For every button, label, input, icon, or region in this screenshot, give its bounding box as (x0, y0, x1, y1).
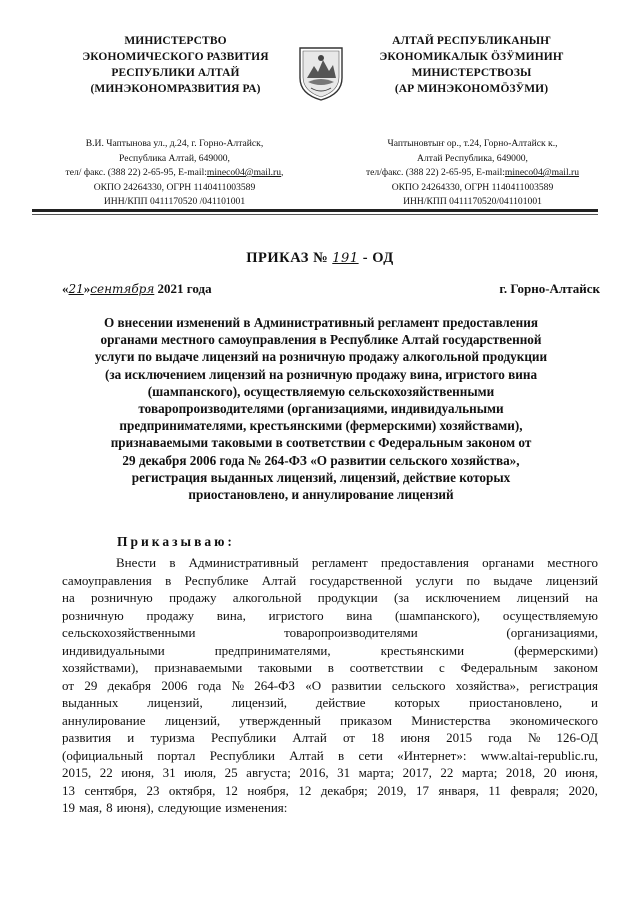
order-body (62, 554, 598, 817)
body-word: товаропроизводителями (284, 625, 418, 640)
body-word: 11 (488, 782, 501, 798)
body-word: лицензий, (147, 695, 203, 710)
body-word: февраля; (510, 782, 560, 798)
address-comma: , (281, 167, 284, 178)
address-line: Чаптыновтыҥ ор., т.24, Горно-Алтайск к., (387, 138, 558, 149)
body-word: 2015, (62, 765, 92, 780)
body-word: 2018, (505, 765, 536, 780)
body-word: лицензий (516, 590, 569, 605)
body-word: 29 (84, 677, 98, 693)
body-line (62, 799, 598, 817)
address-phone: тел/ факс. (388 22) 2-65-95, E-mail: (65, 167, 207, 178)
body-line (62, 642, 598, 660)
body-word: регистрация (529, 677, 598, 693)
body-line (62, 729, 598, 747)
body-word: марта; (358, 765, 395, 780)
email-link[interactable]: mineco04@mail.ru (504, 167, 580, 178)
body-word: июля, (184, 765, 217, 780)
address-line: ИНН/КПП 0411170520/041101001 (403, 196, 542, 207)
address-line: ИНН/КПП 0411170520 /041101001 (103, 196, 246, 207)
body-word: 126-ОД (556, 730, 598, 745)
body-word: января, (438, 782, 479, 798)
body-word: самоуправления (62, 572, 152, 588)
body-word: портал (157, 747, 196, 763)
body-word: вина, (216, 607, 246, 623)
body-word: развитии (331, 677, 382, 693)
body-word: осуществляемую (502, 607, 598, 623)
body-word: предпринимателями, (214, 642, 331, 658)
body-word: приказом (340, 712, 392, 728)
address-line: ОКПО 24264330, ОГРН 1140411003589 (391, 181, 554, 193)
body-word: мая, (79, 800, 103, 815)
subject-line: (за исключением лицензий на розничную продажу вина, игристого вина (104, 366, 538, 382)
body-word: в (327, 660, 334, 675)
body-word: лицензий, (164, 712, 221, 728)
body-word: розничную (62, 607, 124, 623)
order-subject (78, 314, 564, 503)
ministry-header-altai (344, 33, 599, 97)
header-divider-thick (32, 209, 598, 212)
ministry-header-russian (48, 33, 303, 97)
body-word: (фермерскими) (514, 642, 598, 658)
body-word: 31 (162, 765, 176, 780)
subject-line: органами местного самоуправления в Республике Алтай государственной (100, 332, 542, 348)
body-word: услуги (415, 572, 454, 588)
body-word: следующие (157, 800, 222, 815)
body-word: по (466, 572, 481, 588)
body-word: сельского (391, 677, 446, 693)
order-title (200, 250, 440, 267)
body-word: выданных (62, 695, 119, 710)
body-word: органами (482, 555, 535, 570)
body-word: на (62, 590, 75, 605)
body-word: продажу (146, 607, 194, 623)
body-word: в (338, 747, 345, 763)
body-word: Внести (116, 555, 157, 570)
body-word: Федеральным (460, 660, 538, 675)
body-line (62, 677, 598, 695)
body-word: августа; (246, 765, 291, 780)
body-line (62, 607, 598, 625)
body-word: марта; (461, 765, 498, 780)
body-word: 12 (224, 782, 238, 798)
body-word: вина (346, 607, 373, 623)
body-word: 264-ФЗ (254, 677, 295, 693)
body-word: государственной (309, 572, 403, 588)
body-word: года (488, 730, 512, 745)
body-word: и (127, 730, 135, 745)
body-word: 2020, (568, 782, 598, 798)
header-divider-thin (32, 214, 598, 215)
body-line (62, 764, 598, 782)
body-word: Административный (188, 555, 299, 570)
body-word: сети (358, 747, 383, 763)
body-word: 18 (371, 730, 385, 745)
body-word: 8 (106, 800, 113, 815)
subject-line: предпринимателями, крестьянскими (фермерскими) хозяйствами), (119, 418, 523, 434)
body-word: розничную (91, 590, 153, 605)
body-word: июня, (121, 765, 155, 780)
coat-of-arms-icon (296, 44, 346, 102)
body-word: «О (305, 677, 322, 693)
body-word: Алтай (289, 747, 324, 763)
subject-line: 29 декабря 2006 года № 264-ФЗ «О развитии сельского хозяйства», (122, 452, 520, 468)
subject-line: услуги по выдаче лицензий на розничную продажу алкогольной продукции (94, 349, 548, 365)
address-contact-line (330, 166, 615, 181)
body-word: хозяйствами), (62, 660, 139, 675)
body-word: 2015 (446, 730, 473, 745)
subject-line: приостановлено, и аннулирование лицензий (188, 487, 454, 503)
address-line: Алтай Республика, 649000, (417, 152, 528, 164)
header-left-line: РЕСПУБЛИКИ АЛТАЙ (111, 67, 240, 79)
date-open-quote: « (62, 281, 69, 296)
subject-line: товаропроизводителями (организациями, индивидуальными (138, 401, 504, 417)
date-day: 21 (68, 282, 84, 296)
address-block-russian (32, 137, 317, 210)
body-word: продукции (317, 590, 378, 605)
body-word: которых (394, 695, 441, 710)
body-word: сентября, (84, 782, 137, 798)
body-line (62, 659, 598, 677)
body-word: (шампанского), (395, 607, 481, 623)
body-word: декабря; (320, 782, 368, 798)
order-date (62, 281, 212, 297)
body-word: предоставления (380, 555, 469, 570)
body-word: изменения: (225, 800, 288, 815)
body-word: с (439, 660, 445, 675)
body-line (62, 694, 598, 712)
body-word: www.altai-republic.ru, (480, 747, 598, 763)
header-left-line: МИНИСТЕРСТВО (124, 35, 227, 47)
body-word: июня, (565, 765, 598, 780)
body-word: индивидуальными (62, 642, 165, 658)
email-link[interactable]: mineco04@mail.ru (206, 167, 282, 178)
body-word: 2019, (377, 782, 407, 798)
body-word: (за (393, 590, 410, 605)
body-word: 2006 (161, 677, 188, 693)
body-word: выдаче (493, 572, 533, 588)
body-word: признаваемыми (154, 660, 243, 675)
body-word: июня (400, 730, 430, 745)
body-word: Алтай (261, 572, 297, 588)
body-word: июня), (116, 800, 154, 815)
order-suffix: - ОД (358, 250, 394, 266)
body-word: приостановлено, (469, 695, 563, 710)
body-word: алкогольной (232, 590, 302, 605)
body-word: Республике (184, 572, 249, 588)
body-word: декабря (107, 677, 152, 693)
body-word: 17 (415, 782, 429, 798)
body-word: Республики (210, 730, 277, 745)
body-line (62, 712, 598, 730)
body-word: Республики (209, 747, 275, 763)
header-right-line: (АР МИНЭКОНОМӦЗӰМИ) (394, 83, 549, 95)
body-word: законом (553, 660, 598, 675)
body-word: Министерства (411, 712, 491, 728)
subject-line: (шампанского), осуществляемую сельскохозяйственными (147, 383, 495, 399)
order-prefix: ПРИКАЗ № (246, 250, 333, 266)
header-right-line: АЛТАЙ РЕСПУБЛИКАНЫҤ (392, 35, 551, 47)
body-word: 25 (224, 765, 238, 780)
body-word: местного (547, 555, 598, 570)
body-word: от (342, 730, 355, 745)
address-block-altai (330, 137, 615, 210)
body-word: игристого (268, 607, 324, 623)
body-line (62, 747, 598, 765)
body-word: № (527, 730, 541, 745)
body-word: октября, (168, 782, 216, 798)
body-word: в (169, 555, 176, 570)
body-word: Алтай (292, 730, 327, 745)
body-word: 2016, (299, 765, 329, 780)
body-word: экономического (509, 712, 598, 728)
body-word: 23 (146, 782, 160, 798)
body-word: 31 (337, 765, 351, 780)
address-contact-line (32, 166, 317, 181)
body-word: ноября, (247, 782, 289, 798)
body-word: регламент (311, 555, 368, 570)
body-word: и (590, 695, 598, 710)
address-phone: тел/факс. (388 22) 2-65-95, E-mail: (365, 167, 505, 178)
body-word: утвержденный (239, 712, 321, 728)
body-word: сельскохозяйственными (62, 625, 196, 640)
city: г. Горно-Алтайск (499, 281, 600, 296)
body-line (62, 554, 598, 572)
header-left-line: (МИНЭКОНОМРАЗВИТИЯ РА) (90, 83, 261, 95)
order-number: 191 (332, 251, 359, 266)
body-word: таковыми (258, 660, 312, 675)
address-line: ОКПО 24264330, ОГРН 1140411003589 (93, 181, 256, 193)
body-word: 22 (99, 765, 113, 780)
body-line (62, 572, 598, 590)
body-word: (официальный (62, 747, 144, 763)
date-year: 2021 года (157, 281, 212, 296)
date-close-quote: » (83, 281, 91, 296)
body-word: 13 (62, 782, 75, 798)
body-word: продажу (169, 590, 217, 605)
body-word: 20 (543, 765, 557, 780)
body-word: 22 (440, 765, 454, 780)
body-word: туризма (150, 730, 195, 745)
body-line (62, 589, 598, 607)
address-line: В.И. Чаптынова ул., д.24, г. Горно-Алтайск, (85, 138, 264, 149)
body-word: на (585, 590, 598, 605)
order-word: Приказываю: (117, 534, 235, 549)
header-left-line: ЭКОНОМИЧЕСКОГО РАЗВИТИЯ (82, 51, 269, 63)
body-word: лицензий, (231, 695, 288, 710)
body-word: хозяйства», (455, 677, 520, 693)
body-word: лицензий (545, 572, 598, 588)
body-word: в (165, 572, 172, 588)
body-word: от (62, 677, 75, 693)
body-word: «Интернет»: (397, 747, 467, 763)
body-word: (организациями, (506, 625, 598, 640)
body-word: № (231, 677, 244, 693)
body-word: крестьянскими (380, 642, 465, 658)
date-month: сентября (90, 282, 155, 296)
body-word: исключением (425, 590, 501, 605)
body-word: соответствии (349, 660, 424, 675)
body-word: 12 (298, 782, 312, 798)
subject-line: признаваемыми таковыми в соответствии с Федеральным законом от (110, 435, 532, 451)
body-line (62, 782, 598, 800)
header-right-line: МИНИСТЕРСТВОЗЫ (411, 67, 532, 79)
address-line: Республика Алтай, 649000, (119, 152, 230, 164)
body-word: года (197, 677, 222, 693)
body-line (62, 624, 598, 642)
subject-line: О внесении изменений в Административный регламент предоставления (104, 315, 538, 330)
body-word: действие (315, 695, 366, 710)
header-right-line: ЭКОНОМИКАЛЫК ӦЗӰМИНИҤ (379, 51, 564, 63)
body-word: 19 (62, 800, 75, 815)
body-word: развития (62, 730, 112, 745)
body-word: аннулирование (62, 712, 146, 728)
subject-line: регистрация выданных лицензий, лицензий, действие которых (131, 469, 511, 485)
body-word: 2017, (402, 765, 432, 780)
